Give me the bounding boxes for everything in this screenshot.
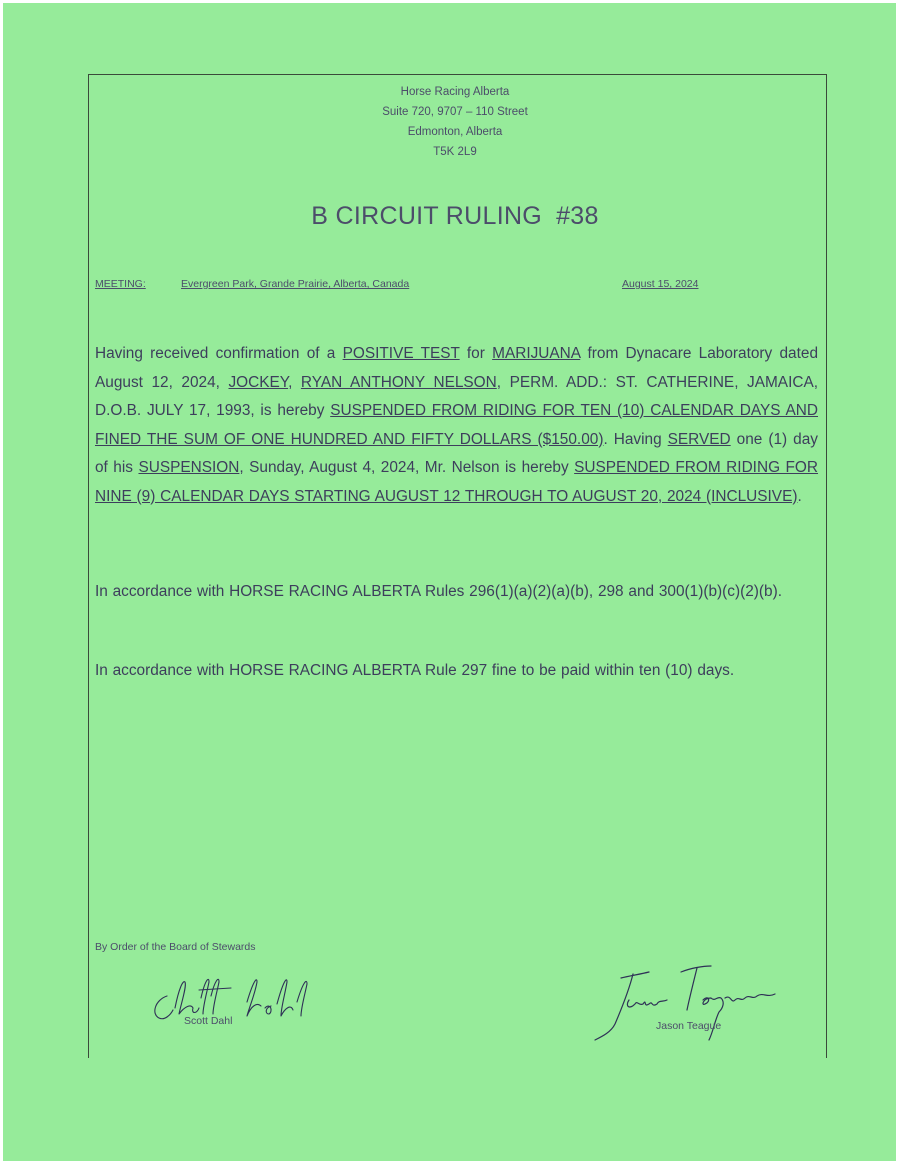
served-emphasis: SERVED xyxy=(667,430,731,448)
jason-teague-signature xyxy=(585,960,785,1050)
steward-name-jason-teague: Jason Teague xyxy=(656,1020,722,1032)
suspension-emphasis: SUSPENSION xyxy=(138,459,240,476)
substance-emphasis: MARIJUANA xyxy=(492,345,581,362)
ruling-text: Having received confirmation of a xyxy=(95,345,343,362)
scott-dahl-signature xyxy=(145,968,335,1038)
letterhead xyxy=(255,82,655,162)
ruling-number: #38 xyxy=(556,202,599,230)
meeting-date: August 15, 2024 xyxy=(622,278,699,290)
ruling-text: , xyxy=(288,373,301,391)
rules-paragraph: In accordance with HORSE RACING ALBERTA Rules 296(1)(a)(2)(a)(b), 298 and 300(1)(b)(c)(2)(b). xyxy=(95,583,782,600)
document-border-left xyxy=(88,74,89,1058)
ruling-title-text: B CIRCUIT RULING xyxy=(311,202,543,230)
jockey-name-emphasis: RYAN ANTHONY NELSON xyxy=(300,373,497,391)
positive-test-emphasis: POSITIVE TEST xyxy=(342,345,460,362)
penalty-emphasis: SUSPENDED FROM RIDING FOR TEN (10) CALENDAR DAYS AND FINED THE SUM OF ONE HUNDRED AND FIFTY DOLLARS ($150.00) xyxy=(95,402,818,448)
letterhead-address-line1: Suite 720, 9707 – 110 Street xyxy=(382,106,528,118)
ruling-text: , PERM. ADD.: ST. CATHERINE, JAMAICA, D.O.B. JULY 17, 1993, is hereby xyxy=(95,373,819,419)
license-type-emphasis: JOCKEY xyxy=(228,373,289,391)
ruling-text: , Sunday, August 4, 2024, Mr. Nelson is hereby xyxy=(239,459,575,476)
letterhead-org: Horse Racing Alberta xyxy=(400,86,510,98)
meeting-location: Evergreen Park, Grande Prairie, Alberta, Canada xyxy=(181,278,410,290)
meeting-row xyxy=(95,278,735,296)
ruling-title xyxy=(200,202,710,231)
ruling-text: from Dynacare Laboratory dated August 12, 2024, xyxy=(95,345,818,391)
letterhead-postal-code: T5K 2L9 xyxy=(433,146,477,158)
meeting-label: MEETING: xyxy=(95,278,146,290)
ruling-text: one (1) day of his xyxy=(95,430,818,476)
ruling-paragraph xyxy=(95,340,818,511)
steward-name-scott-dahl: Scott Dahl xyxy=(184,1015,233,1027)
order-by-stewards: By Order of the Board of Stewards xyxy=(95,941,256,953)
ruling-text: . Having xyxy=(603,430,668,448)
document-border-right xyxy=(826,74,827,1058)
ruling-text: for xyxy=(459,345,493,362)
document-border-top xyxy=(88,74,827,75)
letterhead-address-line2: Edmonton, Alberta xyxy=(407,126,503,138)
ruling-text: . xyxy=(797,487,802,505)
suspension-period-emphasis: SUSPENDED FROM RIDING FOR NINE (9) CALENDAR DAYS STARTING AUGUST 12 THROUGH TO AUGUST 20, 2024 (INCLUSIVE) xyxy=(95,459,819,505)
fine-paragraph: In accordance with HORSE RACING ALBERTA Rule 297 fine to be paid within ten (10) days. xyxy=(95,662,735,679)
